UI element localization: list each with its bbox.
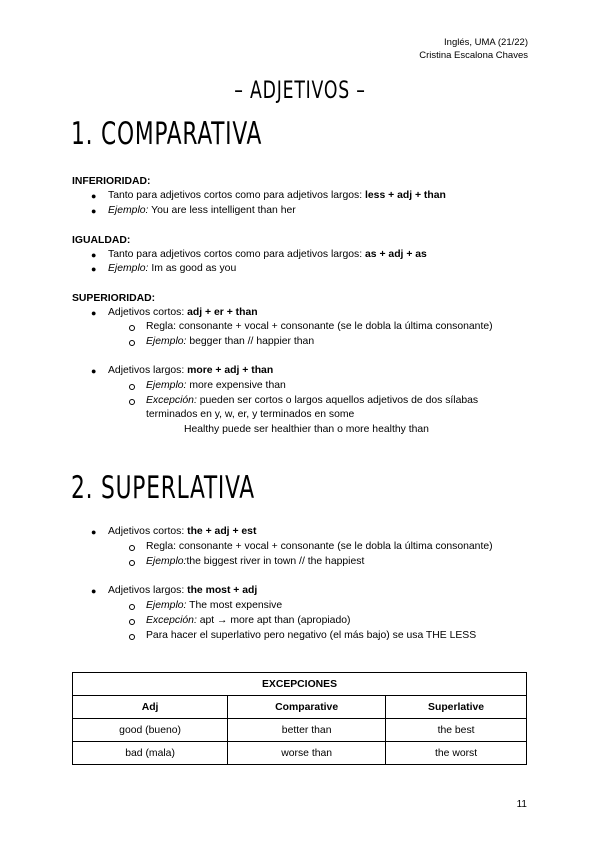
rule-formula: less + adj + than bbox=[365, 190, 446, 201]
bullet-icon: ● bbox=[91, 366, 97, 376]
item-text: Regla: consonante + vocal + consonante (se le dobla la última consonante) bbox=[146, 541, 493, 552]
label-inferioridad: INFERIORIDAD: bbox=[72, 176, 151, 187]
item-text: Para hacer el superlativo pero negativo (el más bajo) se usa THE LESS bbox=[146, 630, 477, 641]
circle-bullet-icon bbox=[129, 634, 135, 640]
example-label: Ejemplo: bbox=[146, 380, 187, 391]
item-text: begger than // happier than bbox=[186, 336, 315, 347]
table-cell: bad (mala) bbox=[73, 742, 228, 765]
circle-bullet-icon bbox=[129, 619, 135, 625]
header bbox=[419, 36, 528, 62]
table-cell: better than bbox=[228, 719, 386, 742]
bullet-icon: ● bbox=[91, 250, 97, 260]
item-text: the biggest river in town // the happiest bbox=[186, 556, 365, 567]
label-superioridad: SUPERIORIDAD: bbox=[72, 293, 156, 304]
item-text: Adjetivos largos: bbox=[108, 365, 188, 376]
column-header: Adj bbox=[73, 696, 228, 719]
table-row bbox=[73, 742, 527, 765]
item-text: Im as good as you bbox=[148, 263, 237, 274]
table-header-row bbox=[73, 696, 527, 719]
bullet-icon: ● bbox=[91, 206, 97, 216]
table-title: EXCEPCIONES bbox=[73, 673, 527, 696]
example-label: Ejemplo: bbox=[108, 263, 149, 274]
column-header: Comparative bbox=[228, 696, 386, 719]
item-text: Adjetivos cortos: bbox=[108, 526, 188, 537]
bullet-icon: ● bbox=[91, 586, 97, 596]
circle-bullet-icon bbox=[129, 340, 135, 346]
item-text: Tanto para adjetivos cortos como para adjetivos largos: bbox=[108, 249, 366, 260]
exception-label: Excepción: bbox=[146, 615, 197, 626]
item-text: apt → more apt than (apropiado) bbox=[196, 615, 351, 626]
header-course: Inglés, UMA (21/22) bbox=[444, 37, 528, 48]
exceptions-table bbox=[72, 672, 527, 765]
heading-superlativa: 2. SUPERLATIVA bbox=[71, 470, 255, 506]
item-text: Tanto para adjetivos cortos como para adjetivos largos: bbox=[108, 190, 366, 201]
rule-formula: adj + er + than bbox=[187, 307, 258, 318]
table-cell: the worst bbox=[386, 742, 527, 765]
item-text: more expensive than bbox=[186, 380, 286, 391]
rule-formula: more + adj + than bbox=[187, 365, 274, 376]
item-text: pueden ser cortos o largos aquellos adjetivos de dos sílabas bbox=[196, 395, 479, 406]
table-cell: worse than bbox=[228, 742, 386, 765]
rule-formula: the most + adj bbox=[187, 585, 258, 596]
bullet-icon: ● bbox=[91, 191, 97, 201]
page-number: 11 bbox=[516, 799, 527, 810]
circle-bullet-icon bbox=[129, 560, 135, 566]
rule-formula: the + adj + est bbox=[187, 526, 257, 537]
example-label: Ejemplo: bbox=[146, 336, 187, 347]
column-header: Superlative bbox=[386, 696, 527, 719]
circle-bullet-icon bbox=[129, 399, 135, 405]
bullet-icon: ● bbox=[91, 527, 97, 537]
bullet-icon: ● bbox=[91, 308, 97, 318]
circle-bullet-icon bbox=[129, 384, 135, 390]
table-cell: good (bueno) bbox=[73, 719, 228, 742]
item-text: Adjetivos cortos: bbox=[108, 307, 188, 318]
exception-label: Excepción: bbox=[146, 395, 197, 406]
item-text: You are less intelligent than her bbox=[148, 205, 296, 216]
bullet-icon: ● bbox=[91, 264, 97, 274]
circle-bullet-icon bbox=[129, 325, 135, 331]
heading-comparativa: 1. COMPARATIVA bbox=[71, 116, 263, 152]
item-text: The most expensive bbox=[186, 600, 283, 611]
exception-continuation: terminados en y, w, er, y terminados en some bbox=[146, 409, 355, 420]
label-igualdad: IGUALDAD: bbox=[72, 235, 131, 246]
rule-formula: as + adj + as bbox=[365, 249, 427, 260]
table-cell: the best bbox=[386, 719, 527, 742]
example-label: Ejemplo: bbox=[108, 205, 149, 216]
circle-bullet-icon bbox=[129, 545, 135, 551]
circle-bullet-icon bbox=[129, 604, 135, 610]
table-row bbox=[73, 719, 527, 742]
exception-example: Healthy puede ser healthier than o more healthy than bbox=[184, 424, 429, 435]
example-label: Ejemplo: bbox=[146, 556, 187, 567]
example-label: Ejemplo: bbox=[146, 600, 187, 611]
item-text: Regla: consonante + vocal + consonante (se le dobla la última consonante) bbox=[146, 321, 493, 332]
page-title: – ADJETIVOS – bbox=[234, 76, 366, 104]
item-text: Adjetivos largos: bbox=[108, 585, 188, 596]
header-author: Cristina Escalona Chaves bbox=[419, 50, 528, 61]
